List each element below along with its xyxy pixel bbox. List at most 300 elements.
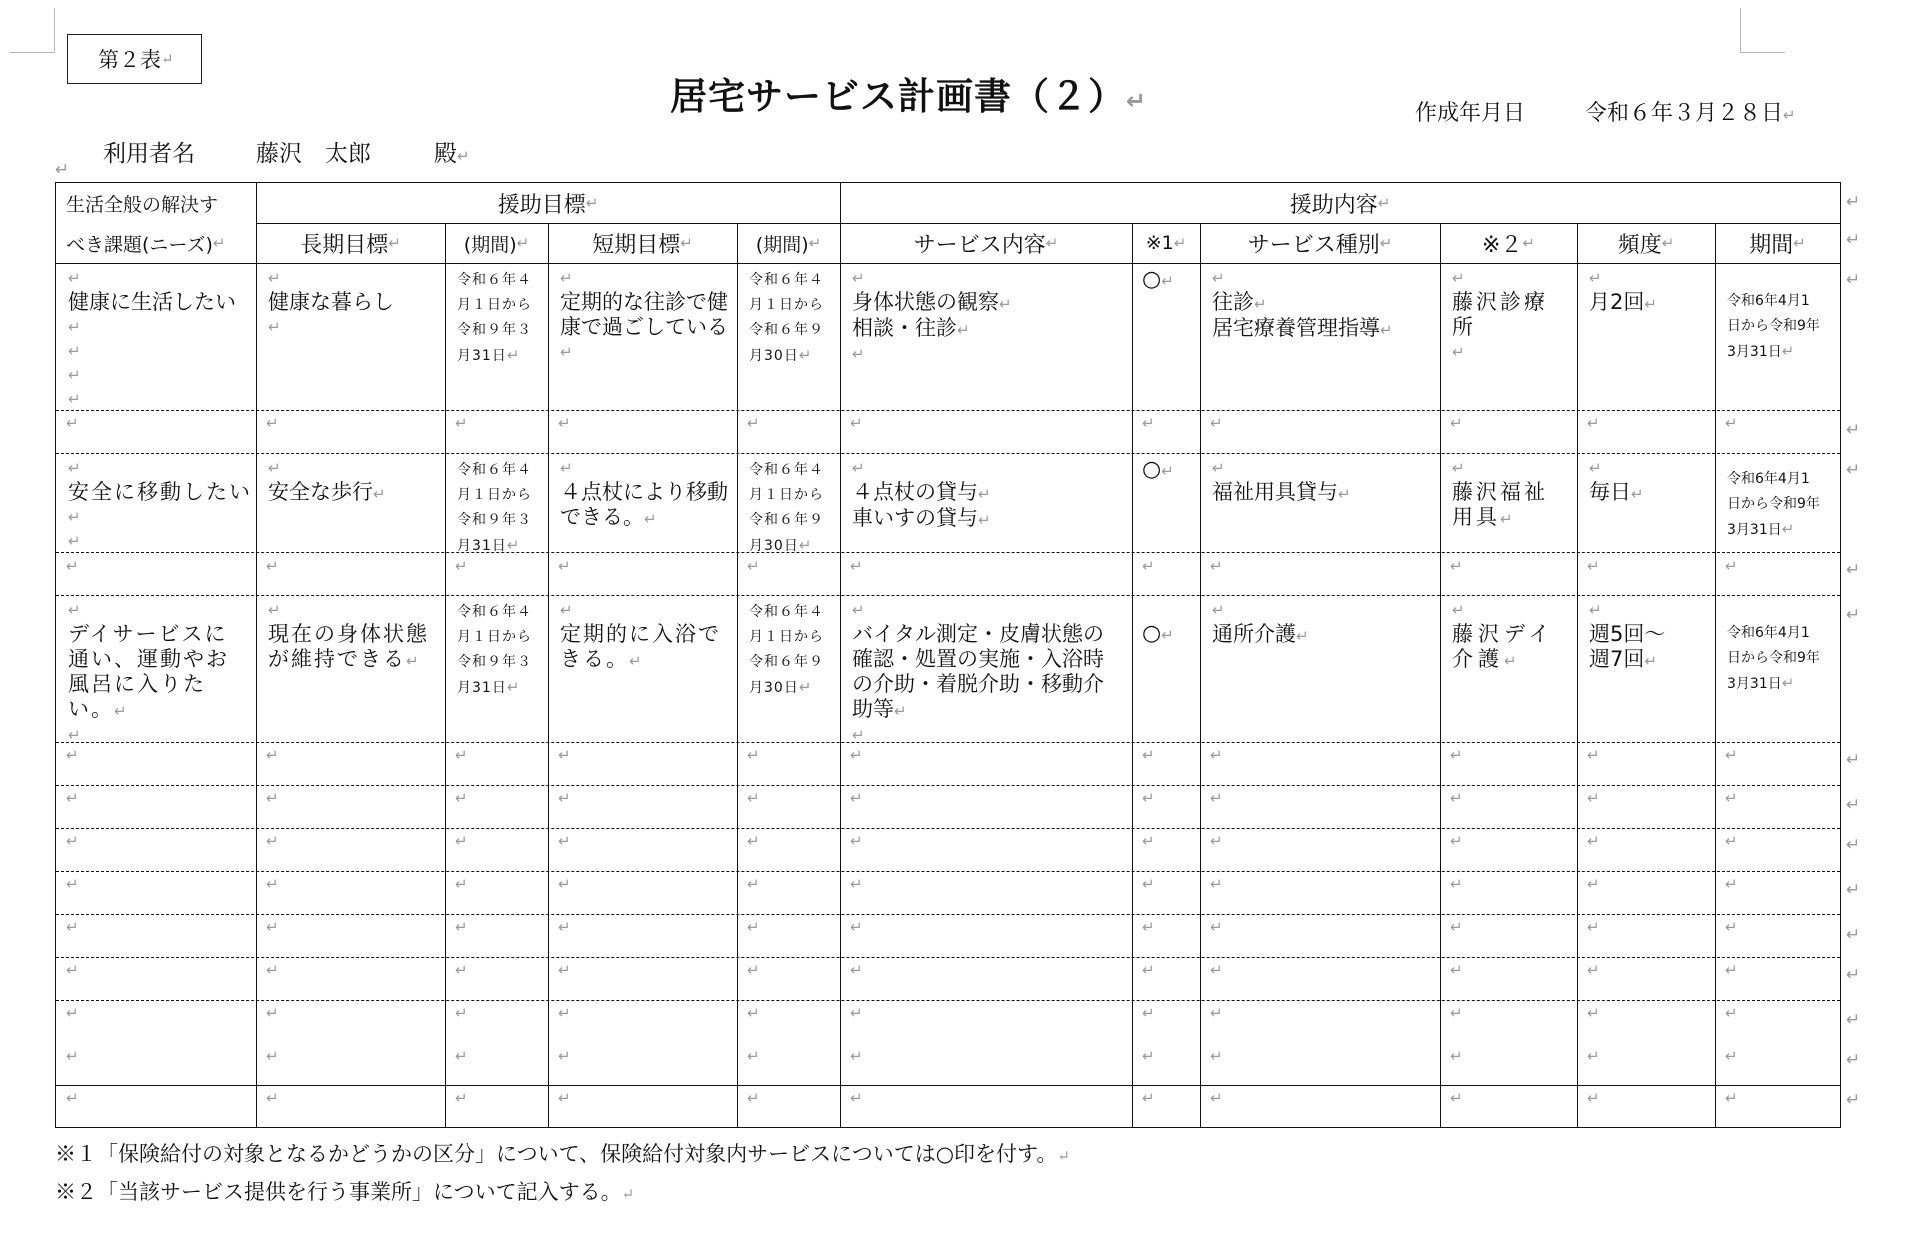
return-mark-icon: ↵ xyxy=(1587,1089,1600,1107)
return-mark-icon: ↵ xyxy=(373,485,386,503)
return-mark-icon: ↵ xyxy=(455,918,468,936)
return-mark-icon: ↵ xyxy=(957,321,970,339)
return-mark-icon: ↵ xyxy=(1587,557,1600,575)
return-mark-icon: ↵ xyxy=(455,832,468,850)
return-mark-icon: ↵ xyxy=(68,459,83,477)
period-line xyxy=(1727,517,1840,543)
return-mark-icon: ↵ xyxy=(1846,560,1861,580)
period-line: 令和6年4月1 xyxy=(1727,471,1810,487)
period-line: 令和９年３ xyxy=(457,322,532,338)
service-type-text: 往診 xyxy=(1212,290,1254,314)
header-support-content xyxy=(840,183,1840,223)
return-mark-icon: ↵ xyxy=(1452,601,1470,619)
footnote-1 xyxy=(55,1138,1070,1168)
return-mark-icon: ↵ xyxy=(1210,875,1223,893)
row1-frequency xyxy=(1577,263,1715,410)
return-mark-icon: ↵ xyxy=(66,1047,79,1065)
return-mark-icon: ↵ xyxy=(850,1004,863,1022)
return-mark-icon: ↵ xyxy=(266,414,279,432)
return-mark-icon: ↵ xyxy=(1846,192,1861,212)
return-mark-icon: ↵ xyxy=(1161,462,1174,480)
return-mark-icon: ↵ xyxy=(1781,674,1795,692)
return-mark-icon: ↵ xyxy=(66,746,79,764)
return-mark-icon: ↵ xyxy=(1210,789,1223,807)
return-mark-icon: ↵ xyxy=(516,234,530,252)
return-mark-icon: ↵ xyxy=(68,508,83,526)
row-divider xyxy=(56,785,1840,786)
return-mark-icon: ↵ xyxy=(560,269,573,287)
return-mark-icon: ↵ xyxy=(66,918,79,936)
return-mark-icon: ↵ xyxy=(1793,234,1806,252)
row2-provider xyxy=(1440,453,1577,552)
return-mark-icon: ↵ xyxy=(388,234,401,252)
row3-service-content-text: バイタル測定・皮膚状態の確認・処置の実施・入浴時の介助・着脱介助・移動介助等 xyxy=(852,622,1104,721)
return-mark-icon: ↵ xyxy=(798,678,813,696)
return-mark-icon: ↵ xyxy=(852,726,865,742)
return-mark-icon: ↵ xyxy=(266,746,279,764)
return-mark-icon: ↵ xyxy=(850,961,863,979)
period-line xyxy=(1727,671,1840,697)
return-mark-icon: ↵ xyxy=(560,459,573,477)
header-short-goal-text: 短期目標 xyxy=(592,232,681,258)
header-period-text: 期間 xyxy=(1749,232,1794,258)
header-long-goal xyxy=(256,223,445,263)
service-type-line xyxy=(1212,622,1440,648)
return-mark-icon: ↵ xyxy=(506,346,521,364)
return-mark-icon: ↵ xyxy=(506,536,521,552)
return-mark-icon: ↵ xyxy=(1846,1090,1861,1110)
header-note1 xyxy=(1132,223,1200,263)
return-mark-icon: ↵ xyxy=(1725,832,1738,850)
row1-long-goal xyxy=(256,263,445,410)
row-divider xyxy=(56,1000,1840,1001)
return-mark-icon: ↵ xyxy=(1210,918,1223,936)
row3-long-period xyxy=(445,595,548,742)
period-line: 令和６年９ xyxy=(749,322,824,338)
header-support-goals-text: 援助目標 xyxy=(497,192,586,218)
return-mark-icon: ↵ xyxy=(585,194,599,212)
service-type-text: 通所介護 xyxy=(1212,622,1296,646)
return-mark-icon: ↵ xyxy=(266,918,279,936)
return-mark-icon: ↵ xyxy=(747,875,760,893)
return-mark-icon: ↵ xyxy=(266,557,279,575)
return-mark-icon: ↵ xyxy=(66,961,79,979)
return-mark-icon: ↵ xyxy=(1142,918,1155,936)
row1-frequency-text: 月2回 xyxy=(1589,290,1645,314)
return-mark-icon: ↵ xyxy=(1126,87,1148,115)
return-mark-icon: ↵ xyxy=(1057,1147,1070,1165)
return-mark-icon: ↵ xyxy=(747,1089,760,1107)
created-date-text: 令和６年３月２８日 xyxy=(1585,101,1784,126)
return-mark-icon: ↵ xyxy=(747,918,760,936)
return-mark-icon: ↵ xyxy=(1587,414,1600,432)
period-line: 日から令和9年 xyxy=(1727,650,1820,666)
period-line: 令和６年４ xyxy=(457,462,532,478)
return-mark-icon: ↵ xyxy=(1725,789,1738,807)
header-short-period xyxy=(737,223,840,263)
page-title xyxy=(670,66,1147,120)
return-mark-icon: ↵ xyxy=(1212,269,1225,287)
period-line: 月１日から xyxy=(457,629,532,645)
return-mark-icon: ↵ xyxy=(1212,459,1225,477)
return-mark-icon: ↵ xyxy=(114,702,129,720)
header-note2 xyxy=(1440,223,1577,263)
created-date-value xyxy=(1585,96,1796,127)
return-mark-icon: ↵ xyxy=(268,601,283,619)
return-mark-icon: ↵ xyxy=(1846,880,1861,900)
header-support-content-text: 援助内容 xyxy=(1289,192,1378,218)
period-line: 令和９年３ xyxy=(457,654,532,670)
period-line xyxy=(749,533,840,552)
service-line xyxy=(852,290,1132,316)
period-line-text: 月30日 xyxy=(749,348,799,364)
return-mark-icon: ↵ xyxy=(621,1185,635,1203)
return-mark-icon: ↵ xyxy=(1210,746,1223,764)
service-line xyxy=(852,506,1132,532)
period-line: 令和６年４ xyxy=(457,272,532,288)
service-type-text: 居宅療養管理指導 xyxy=(1212,316,1380,340)
row3-note1-mark xyxy=(1132,595,1200,742)
return-mark-icon: ↵ xyxy=(1045,234,1059,252)
return-mark-icon: ↵ xyxy=(1450,875,1463,893)
row2-frequency xyxy=(1577,453,1715,552)
row2-provider-text: 藤沢福祉用具 xyxy=(1452,480,1548,529)
row2-note1-mark xyxy=(1132,453,1200,552)
period-line: 令和６年４ xyxy=(457,604,532,620)
return-mark-icon: ↵ xyxy=(1450,414,1463,432)
return-mark-icon: ↵ xyxy=(1161,272,1174,290)
period-line xyxy=(457,343,548,369)
row-divider xyxy=(56,552,1840,553)
row3-period xyxy=(1715,595,1840,742)
return-mark-icon: ↵ xyxy=(1161,626,1174,644)
return-mark-icon: ↵ xyxy=(558,789,571,807)
return-mark-icon: ↵ xyxy=(66,1089,79,1107)
return-mark-icon: ↵ xyxy=(455,1004,468,1022)
footnote-1-text: ※１「保険給付の対象となるかどうかの区分」について、保険給付対象内サービスについては○印を付す。 xyxy=(55,1142,1058,1166)
header-frequency-text: 頻度 xyxy=(1617,232,1662,258)
return-mark-icon: ↵ xyxy=(1589,601,1602,619)
service-type-line xyxy=(1212,316,1440,342)
return-mark-icon: ↵ xyxy=(1450,1047,1463,1065)
row3-short-goal xyxy=(548,595,737,742)
return-mark-icon: ↵ xyxy=(1142,1089,1155,1107)
return-mark-icon: ↵ xyxy=(894,702,907,720)
row2-long-period xyxy=(445,453,548,552)
row2-service-content xyxy=(840,453,1132,552)
header-short-period-text: (期間) xyxy=(755,233,809,256)
row1-service-content xyxy=(840,263,1132,410)
return-mark-icon: ↵ xyxy=(1450,1004,1463,1022)
return-mark-icon: ↵ xyxy=(1210,1047,1223,1065)
header-short-goal xyxy=(548,223,737,263)
return-mark-icon: ↵ xyxy=(1450,918,1463,936)
row2-frequency-text: 毎日 xyxy=(1589,480,1631,504)
row-divider xyxy=(56,957,1840,958)
return-mark-icon: ↵ xyxy=(1212,601,1225,619)
return-mark-icon: ↵ xyxy=(1587,875,1600,893)
row2-needs xyxy=(56,453,256,552)
return-mark-icon: ↵ xyxy=(1846,460,1861,480)
period-line-text: 3月31日 xyxy=(1727,522,1782,538)
return-mark-icon: ↵ xyxy=(850,832,863,850)
return-mark-icon: ↵ xyxy=(1725,1004,1738,1022)
row2-long-goal-text: 安全な歩行 xyxy=(268,480,373,504)
return-mark-icon: ↵ xyxy=(1846,420,1861,440)
period-line: 令和6年4月1 xyxy=(1727,293,1810,309)
return-mark-icon: ↵ xyxy=(455,414,468,432)
header-long-period-text: (期間) xyxy=(463,233,517,256)
return-mark-icon: ↵ xyxy=(1846,750,1861,770)
header-needs-line2 xyxy=(56,223,256,263)
return-mark-icon: ↵ xyxy=(1587,961,1600,979)
period-line: 日から令和9年 xyxy=(1727,318,1820,334)
return-mark-icon: ↵ xyxy=(1725,1047,1738,1065)
return-mark-icon: ↵ xyxy=(978,485,991,503)
return-mark-icon: ↵ xyxy=(1589,269,1602,287)
return-mark-icon: ↵ xyxy=(1846,965,1861,985)
return-mark-icon: ↵ xyxy=(558,414,571,432)
return-mark-icon: ↵ xyxy=(1846,270,1861,290)
return-mark-icon: ↵ xyxy=(1783,106,1796,124)
return-mark-icon: ↵ xyxy=(1587,1047,1600,1065)
header-needs-line1 xyxy=(56,183,256,223)
return-mark-icon: ↵ xyxy=(66,789,79,807)
return-mark-icon: ↵ xyxy=(558,557,571,575)
row1-needs-text: 健康に生活したい xyxy=(68,290,236,314)
return-mark-icon: ↵ xyxy=(1846,1050,1861,1070)
return-mark-icon: ↵ xyxy=(850,1089,863,1107)
period-line: 月１日から xyxy=(749,487,824,503)
return-mark-icon: ↵ xyxy=(850,918,863,936)
header-service-type xyxy=(1200,223,1440,263)
service-line-text: ４点杖の貸与 xyxy=(852,480,978,504)
return-mark-icon: ↵ xyxy=(68,318,81,336)
row1-note1-mark xyxy=(1132,263,1200,410)
footnote-2 xyxy=(55,1176,634,1206)
return-mark-icon: ↵ xyxy=(850,1047,863,1065)
return-mark-icon: ↵ xyxy=(455,1089,468,1107)
service-type-line xyxy=(1212,480,1440,506)
row2-needs-text: 安全に移動したい xyxy=(68,480,252,504)
period-line xyxy=(749,343,840,369)
row1-provider xyxy=(1440,263,1577,410)
return-mark-icon: ↵ xyxy=(850,557,863,575)
row-divider xyxy=(56,742,1840,743)
return-mark-icon: ↵ xyxy=(1254,295,1267,313)
return-mark-icon: ↵ xyxy=(747,789,760,807)
period-line-text: 月31日 xyxy=(457,538,507,552)
return-mark-icon: ↵ xyxy=(850,789,863,807)
return-mark-icon: ↵ xyxy=(558,746,571,764)
return-mark-icon: ↵ xyxy=(68,342,81,360)
header-period xyxy=(1715,223,1840,263)
service-type-text: 福祉用具貸与 xyxy=(1212,480,1338,504)
period-line: 令和６年９ xyxy=(749,512,824,528)
return-mark-icon: ↵ xyxy=(1725,875,1738,893)
return-mark-icon: ↵ xyxy=(1210,961,1223,979)
period-line xyxy=(457,675,548,701)
return-mark-icon: ↵ xyxy=(1846,230,1861,250)
return-mark-icon: ↵ xyxy=(268,318,281,336)
row1-short-goal-text: 定期的な往診で健康で過ごしている xyxy=(560,290,728,339)
period-line: 月１日から xyxy=(749,629,824,645)
return-mark-icon: ↵ xyxy=(1587,918,1600,936)
header-service-type-text: サービス種別 xyxy=(1247,232,1380,258)
return-mark-icon: ↵ xyxy=(266,1004,279,1022)
return-mark-icon: ↵ xyxy=(455,789,468,807)
return-mark-icon: ↵ xyxy=(798,536,813,552)
return-mark-icon: ↵ xyxy=(1644,295,1657,313)
period-line xyxy=(1727,339,1840,365)
return-mark-icon: ↵ xyxy=(455,746,468,764)
return-mark-icon: ↵ xyxy=(266,875,279,893)
header-note2-text: ※２ xyxy=(1481,232,1523,258)
return-mark-icon: ↵ xyxy=(455,557,468,575)
return-mark-icon: ↵ xyxy=(1210,1004,1223,1022)
return-mark-icon: ↵ xyxy=(68,601,83,619)
return-mark-icon: ↵ xyxy=(266,1047,279,1065)
return-mark-icon: ↵ xyxy=(852,601,865,619)
return-mark-icon: ↵ xyxy=(747,1004,760,1022)
period-line: 令和６年４ xyxy=(749,604,824,620)
return-mark-icon: ↵ xyxy=(1450,746,1463,764)
care-plan-table xyxy=(55,182,1841,1128)
return-mark-icon: ↵ xyxy=(1846,925,1861,945)
row3-needs-text: デイサービスに通い、運動やお風呂に入りたい。 xyxy=(68,622,229,721)
return-mark-icon: ↵ xyxy=(850,875,863,893)
return-mark-icon: ↵ xyxy=(558,1089,571,1107)
row3-long-goal xyxy=(256,595,445,742)
period-line-text: 月30日 xyxy=(749,538,799,552)
return-mark-icon: ↵ xyxy=(1142,1047,1155,1065)
return-mark-icon: ↵ xyxy=(1587,832,1600,850)
row3-short-period xyxy=(737,595,840,742)
row3-needs xyxy=(56,595,256,742)
service-line xyxy=(852,480,1132,506)
return-mark-icon: ↵ xyxy=(266,832,279,850)
return-mark-icon: ↵ xyxy=(558,875,571,893)
row3-service-content xyxy=(840,595,1132,742)
return-mark-icon: ↵ xyxy=(1846,835,1861,855)
return-mark-icon: ↵ xyxy=(1587,1004,1600,1022)
row2-period xyxy=(1715,453,1840,552)
return-mark-icon: ↵ xyxy=(1377,194,1391,212)
return-mark-icon: ↵ xyxy=(747,557,760,575)
return-mark-icon: ↵ xyxy=(455,1047,468,1065)
row1-note1-text: ○ xyxy=(1142,267,1162,292)
return-mark-icon: ↵ xyxy=(68,269,81,287)
return-mark-icon: ↵ xyxy=(66,875,79,893)
return-mark-icon: ↵ xyxy=(266,961,279,979)
return-mark-icon: ↵ xyxy=(1142,875,1155,893)
return-mark-icon: ↵ xyxy=(1142,961,1155,979)
return-mark-icon: ↵ xyxy=(1644,652,1657,670)
return-mark-icon: ↵ xyxy=(1450,1089,1463,1107)
return-mark-icon: ↵ xyxy=(212,234,226,252)
return-mark-icon: ↵ xyxy=(66,557,79,575)
return-mark-icon: ↵ xyxy=(680,234,693,252)
return-mark-icon: ↵ xyxy=(1450,789,1463,807)
row1-long-period xyxy=(445,263,548,410)
return-mark-icon: ↵ xyxy=(1452,343,1468,361)
row3-short-goal-text: 定期的に入浴できる。 xyxy=(560,622,721,671)
return-mark-icon: ↵ xyxy=(1338,485,1351,503)
period-line xyxy=(749,675,840,701)
return-mark-icon: ↵ xyxy=(558,961,571,979)
header-needs-line1-text: 生活全般の解決す xyxy=(66,193,219,216)
return-mark-icon: ↵ xyxy=(1380,321,1393,339)
return-mark-icon: ↵ xyxy=(850,414,863,432)
return-mark-icon: ↵ xyxy=(1725,961,1738,979)
return-mark-icon: ↵ xyxy=(1452,269,1468,287)
return-mark-icon: ↵ xyxy=(268,459,281,477)
return-mark-icon: ↵ xyxy=(1142,832,1155,850)
service-line-text: 車いすの貸与 xyxy=(852,506,978,530)
user-suffix-text: 殿 xyxy=(434,141,457,167)
return-mark-icon: ↵ xyxy=(1631,485,1644,503)
return-mark-icon: ↵ xyxy=(1142,1004,1155,1022)
header-note1-text: ※1 xyxy=(1145,232,1174,254)
return-mark-icon: ↵ xyxy=(1725,1089,1738,1107)
return-mark-icon: ↵ xyxy=(1661,234,1675,252)
return-mark-icon: ↵ xyxy=(66,414,79,432)
return-mark-icon: ↵ xyxy=(266,1089,279,1107)
header-frequency xyxy=(1577,223,1715,263)
return-mark-icon: ↵ xyxy=(1587,789,1600,807)
user-label: 利用者名 xyxy=(103,141,195,167)
return-mark-icon: ↵ xyxy=(55,160,70,180)
period-line: 月１日から xyxy=(457,487,532,503)
return-mark-icon: ↵ xyxy=(68,390,81,408)
title-text: 居宅サービス計画書（２） xyxy=(670,75,1126,118)
return-mark-icon: ↵ xyxy=(558,832,571,850)
header-support-goals xyxy=(256,183,840,223)
return-mark-icon: ↵ xyxy=(1452,459,1468,477)
return-mark-icon: ↵ xyxy=(68,532,83,550)
return-mark-icon: ↵ xyxy=(66,1004,79,1022)
return-mark-icon: ↵ xyxy=(1587,746,1600,764)
return-mark-icon: ↵ xyxy=(68,366,81,384)
header-long-period xyxy=(445,223,548,263)
return-mark-icon: ↵ xyxy=(268,269,281,287)
return-mark-icon: ↵ xyxy=(1725,414,1738,432)
period-line: 令和９年３ xyxy=(457,512,532,528)
created-date-label: 作成年月日 xyxy=(1415,101,1526,126)
return-mark-icon: ↵ xyxy=(1142,557,1155,575)
period-line: 令和６年４ xyxy=(749,272,824,288)
return-mark-icon: ↵ xyxy=(66,832,79,850)
row3-note1-text: ○ xyxy=(1142,621,1162,646)
row-divider xyxy=(56,914,1840,915)
return-mark-icon: ↵ xyxy=(1589,459,1602,477)
return-mark-icon: ↵ xyxy=(978,511,991,529)
return-mark-icon: ↵ xyxy=(1450,961,1463,979)
return-mark-icon: ↵ xyxy=(747,746,760,764)
return-mark-icon: ↵ xyxy=(1210,414,1223,432)
return-mark-icon: ↵ xyxy=(1450,832,1463,850)
period-line: 令和６年９ xyxy=(749,654,824,670)
row1-period xyxy=(1715,263,1840,410)
return-mark-icon: ↵ xyxy=(1379,234,1393,252)
period-line: 令和６年４ xyxy=(749,462,824,478)
row3-frequency-text: 週5回～週7回 xyxy=(1589,622,1666,671)
return-mark-icon: ↵ xyxy=(1210,1089,1223,1107)
period-line-text: 月31日 xyxy=(457,348,507,364)
return-mark-icon: ↵ xyxy=(1500,510,1516,528)
return-mark-icon: ↵ xyxy=(999,295,1012,313)
return-mark-icon: ↵ xyxy=(1522,234,1535,252)
